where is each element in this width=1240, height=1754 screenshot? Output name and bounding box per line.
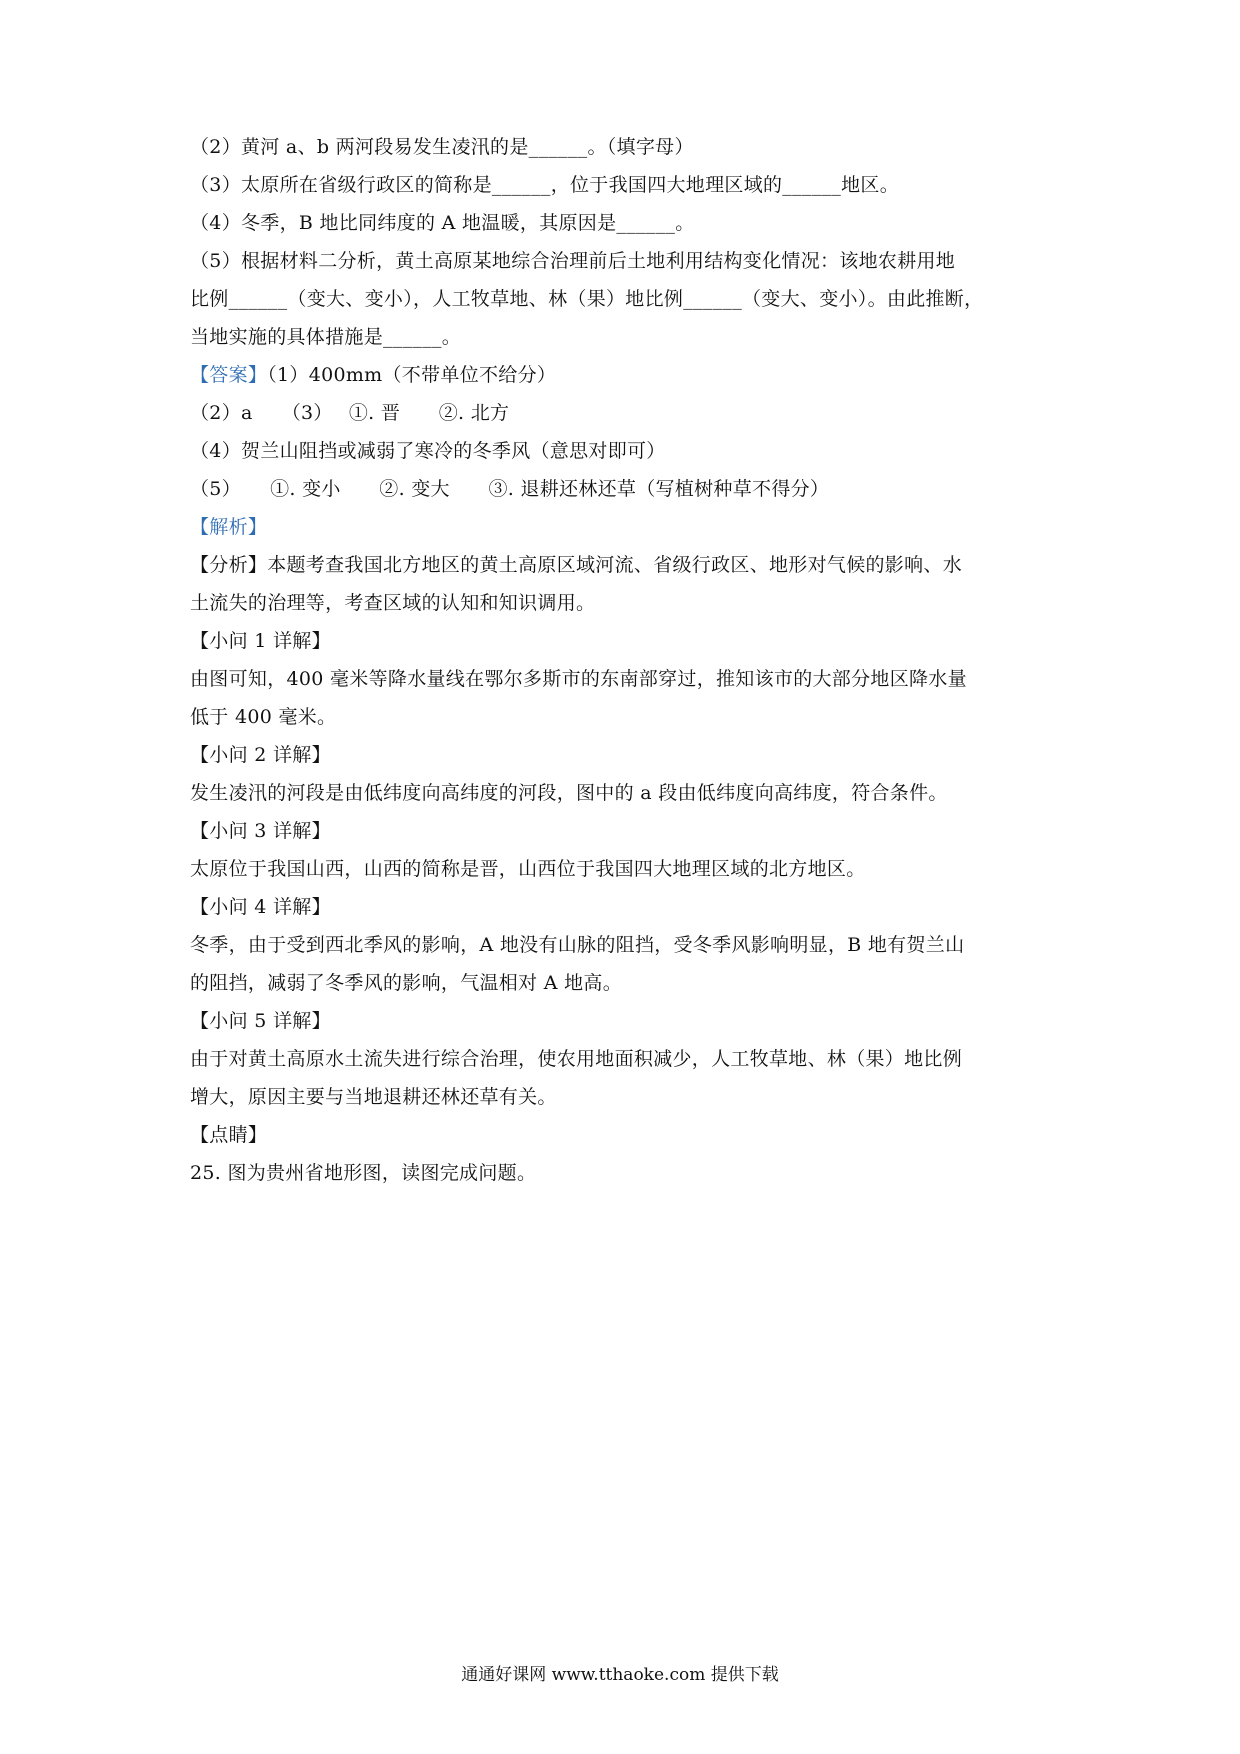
question-5-line-3: 当地实施的具体措施是______。 (190, 326, 462, 348)
tips-label: 【点睛】 (190, 1124, 268, 1146)
answer-5: （5） ①. 变小 ②. 变大 ③. 退耕还林还草（写植树种草不得分） (190, 478, 830, 500)
question-3: （3）太原所在省级行政区的简称是______，位于我国四大地理区域的______地区。 (190, 174, 899, 196)
question-2: （2）黄河 a、b 两河段易发生凌汛的是______。（填字母） (190, 136, 694, 158)
analysis-summary-line-1: 【分析】本题考查我国北方地区的黄土高原区域河流、省级行政区、地形对气候的影响、水 (190, 554, 963, 576)
next-question: 25. 图为贵州省地形图，读图完成问题。 (190, 1162, 537, 1184)
answer-4: （4）贺兰山阻挡或减弱了寒冷的冬季风（意思对即可） (190, 440, 666, 462)
subquestion-5-title: 【小问 5 详解】 (190, 1010, 331, 1032)
answer-line-1 (190, 361, 1070, 389)
answer-1: （1）400mm（不带单位不给分） (267, 364, 557, 386)
page-footer: 通通好课网 www.tthaoke.com 提供下载 (461, 1665, 779, 1685)
subquestion-1-line-2: 低于 400 毫米。 (190, 706, 337, 728)
subquestion-2-line-1: 发生凌汛的河段是由低纬度向高纬度的河段，图中的 a 段由低纬度向高纬度，符合条件。 (190, 782, 948, 804)
subquestion-4-line-2: 的阻挡，减弱了冬季风的影响，气温相对 A 地高。 (190, 972, 623, 994)
subquestion-4-line-1: 冬季，由于受到西北季风的影响，A 地没有山脉的阻挡，受冬季风影响明显，B 地有贺兰山 (190, 934, 965, 956)
analysis-label: 【解析】 (190, 516, 268, 538)
question-5-line-2: 比例______（变大、变小），人工牧草地、林（果）地比例______（变大、变小）。由此推断， (190, 288, 984, 310)
subquestion-2-title: 【小问 2 详解】 (190, 744, 331, 766)
answer-2-3: （2）a （3） ①. 晋 ②. 北方 (190, 402, 510, 424)
analysis-summary-line-2: 土流失的治理等，考查区域的认知和知识调用。 (190, 592, 596, 614)
subquestion-1-line-1: 由图可知，400 毫米等降水量线在鄂尔多斯市的东南部穿过，推知该市的大部分地区降水量 (190, 668, 967, 690)
answer-label: 【答案】 (190, 364, 268, 386)
subquestion-1-title: 【小问 1 详解】 (190, 630, 331, 652)
question-5-line-1: （5）根据材料二分析，黄土高原某地综合治理前后土地利用结构变化情况：该地农耕用地 (190, 250, 956, 272)
subquestion-3-line-1: 太原位于我国山西，山西的简称是晋，山西位于我国四大地理区域的北方地区。 (190, 858, 866, 880)
question-4: （4）冬季，B 地比同纬度的 A 地温暖，其原因是______。 (190, 212, 695, 234)
subquestion-3-title: 【小问 3 详解】 (190, 820, 331, 842)
subquestion-5-line-2: 增大，原因主要与当地退耕还林还草有关。 (190, 1086, 557, 1108)
subquestion-5-line-1: 由于对黄土高原水土流失进行综合治理，使农用地面积减少，人工牧草地、林（果）地比例 (190, 1048, 963, 1070)
subquestion-4-title: 【小问 4 详解】 (190, 896, 331, 918)
